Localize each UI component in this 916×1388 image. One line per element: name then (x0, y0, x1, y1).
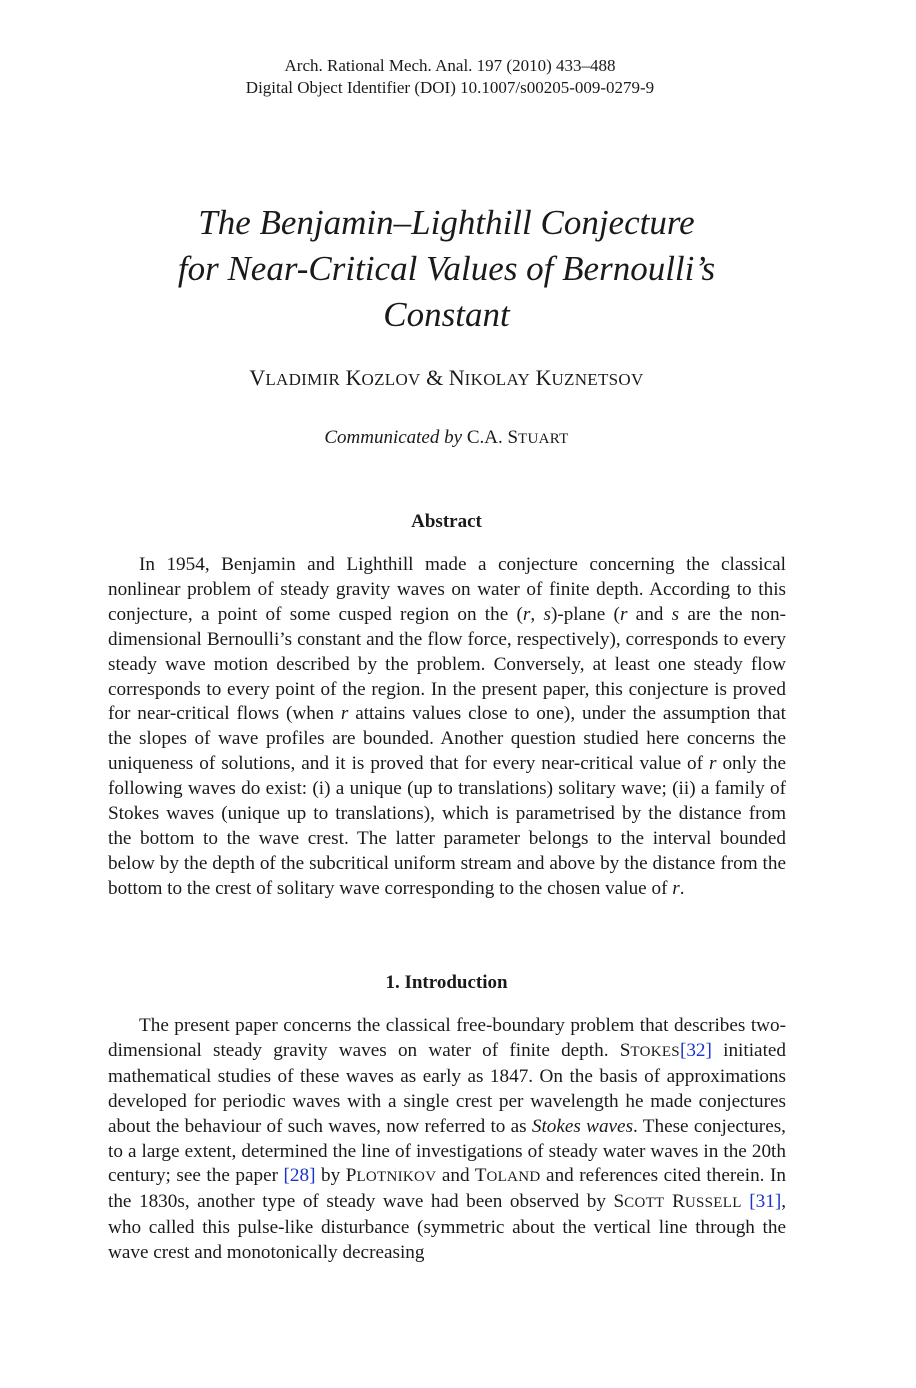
introduction-text: The present paper concerns the classical free-boundary problem that describes two-dimensional steady gravity waves on water of finite depth. STOKES[32] initiated mathematical studies of these waves as early as 1847. On the basis of approximations developed for periodic waves with a single crest per wavelength he made conjectures about the behaviour of such waves, now referred to as Stokes waves. These conjectures, to a large extent, determined the line of investigations of steady water waves in the 20th century; see the paper [28] by PLOTNIKOV and TOLAND and references cited therein. In the 1830s, another type of steady wave had been observed by SCOTT RUSSELL [31], who called this pulse-like disturbance (symmetric about the vertical line through the wave crest and monotonically decreasing (108, 1015, 787, 1264)
abstract-heading: Abstract (411, 511, 482, 532)
citation-link-31[interactable]: [31] (749, 1191, 782, 1213)
author-list (0, 364, 893, 394)
title-line-1: The Benjamin–Lighthill Conjecture (198, 203, 695, 242)
title-line-2: for Near-Critical Values of Bernoulli’s (177, 249, 716, 288)
communicated-by: Communicated by C.A. STUART (324, 427, 569, 448)
introduction-heading: 1. Introduction (385, 972, 508, 993)
author-separator: & (426, 365, 444, 390)
citation-link-28[interactable]: [28] (283, 1165, 316, 1187)
author-1: VLADIMIR KOZLOV (249, 365, 421, 390)
title-line-3: Constant (383, 295, 510, 334)
abstract-text: In 1954, Benjamin and Lighthill made a conjecture concerning the classical nonlinear problem of steady gravity waves on water of finite depth. According to this conjecture, a point of some cusped region on the (r, s)-plane (r and s are the non-dimensional Bernoulli’s constant and the flow force, respectively), corresponds to every steady wave motion described by the problem. Conversely, at least one steady flow corresponds to every point of the region. In the present paper, this conjecture is proved for near-critical flows (when r attains values close to one), under the assumption that the slopes of wave profiles are bounded. Another question studied here concerns the uniqueness of solutions, and it is proved that for every near-critical value of r only the following waves do exist: (i) a unique (up to translations) solitary wave; (ii) a family of Stokes waves (unique up to translations), which is parametrised by the distance from the bottom to the wave crest. The latter parameter belongs to the interval bounded below by the depth of the subcritical uniform stream and above by the distance from the bottom to the crest of solitary wave corresponding to the chosen value of r. (108, 554, 787, 899)
author-2: NIKOLAY KUZNETSOV (448, 365, 644, 390)
journal-citation: Arch. Rational Mech. Anal. 197 (2010) 433–488 (284, 56, 616, 75)
doi-line: Digital Object Identifier (DOI) 10.1007/s00205-009-0279-9 (245, 78, 655, 97)
paper-title (0, 200, 893, 338)
journal-header (0, 55, 900, 99)
citation-link-32[interactable]: [32] (679, 1039, 712, 1061)
